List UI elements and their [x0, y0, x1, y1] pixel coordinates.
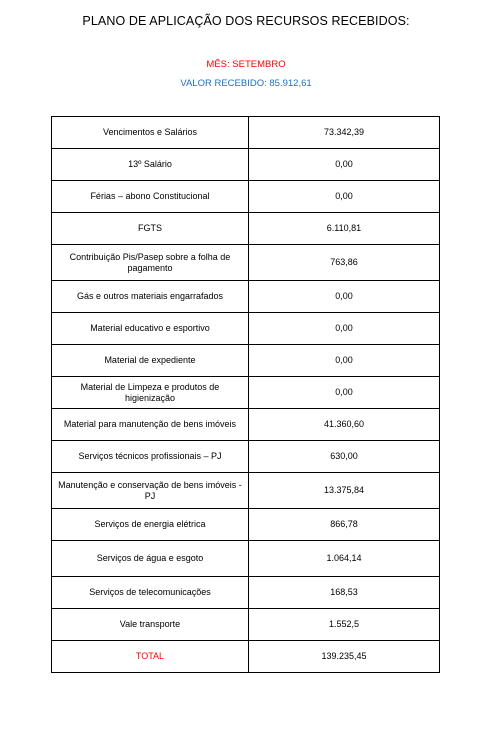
row-value: 73.342,39: [248, 117, 439, 149]
row-label: Contribuição Pis/Pasep sobre a folha de pagamento: [52, 245, 249, 281]
table-row: [52, 117, 440, 149]
table-row: [52, 281, 440, 313]
table-row: [52, 577, 440, 609]
table-row: [52, 149, 440, 181]
total-value: 139.235,45: [248, 641, 439, 673]
row-value: 1.064,14: [248, 541, 439, 577]
table-row: [52, 609, 440, 641]
row-label: Serviços de telecomunicações: [52, 577, 249, 609]
row-value: 866,78: [248, 509, 439, 541]
row-value: 6.110,81: [248, 213, 439, 245]
row-label: Serviços de energia elétrica: [52, 509, 249, 541]
row-value: 0,00: [248, 345, 439, 377]
table-row: [52, 473, 440, 509]
row-value: 0,00: [248, 377, 439, 409]
row-label: Vencimentos e Salários: [52, 117, 249, 149]
row-label: FGTS: [52, 213, 249, 245]
row-value: 630,00: [248, 441, 439, 473]
row-value: 0,00: [248, 181, 439, 213]
row-value: 41.360,60: [248, 409, 439, 441]
row-value: 0,00: [248, 313, 439, 345]
expense-table: [51, 116, 440, 673]
table-row: [52, 441, 440, 473]
total-label: TOTAL: [52, 641, 249, 673]
total-row: [52, 641, 440, 673]
row-label: Manutenção e conservação de bens imóveis - PJ: [52, 473, 249, 509]
row-value: 168,53: [248, 577, 439, 609]
table-row: [52, 313, 440, 345]
row-value: 0,00: [248, 281, 439, 313]
table-row: [52, 181, 440, 213]
received-amount: VALOR RECEBIDO: 85.912,61: [180, 78, 312, 89]
table-row: [52, 409, 440, 441]
table-row: [52, 213, 440, 245]
page-title: PLANO DE APLICAÇÃO DOS RECURSOS RECEBIDOS:: [82, 14, 410, 28]
row-label: Gás e outros materiais engarrafados: [52, 281, 249, 313]
row-label: Material de Limpeza e produtos de higienização: [52, 377, 249, 409]
table-row: [52, 345, 440, 377]
row-value: 13.375,84: [248, 473, 439, 509]
row-label: Serviços técnicos profissionais – PJ: [52, 441, 249, 473]
row-value: 763,86: [248, 245, 439, 281]
row-label: Material para manutenção de bens imóveis: [52, 409, 249, 441]
row-label: Material educativo e esportivo: [52, 313, 249, 345]
row-label: Férias – abono Constitucional: [52, 181, 249, 213]
row-label: 13º Salário: [52, 149, 249, 181]
table-row: [52, 377, 440, 409]
table-row: [52, 509, 440, 541]
row-label: Material de expediente: [52, 345, 249, 377]
row-label: Serviços de água e esgoto: [52, 541, 249, 577]
table-row: [52, 245, 440, 281]
row-value: 1.552,5: [248, 609, 439, 641]
table-row: [52, 541, 440, 577]
month-label: MÊS: SETEMBRO: [206, 59, 286, 70]
row-label: Vale transporte: [52, 609, 249, 641]
row-value: 0,00: [248, 149, 439, 181]
